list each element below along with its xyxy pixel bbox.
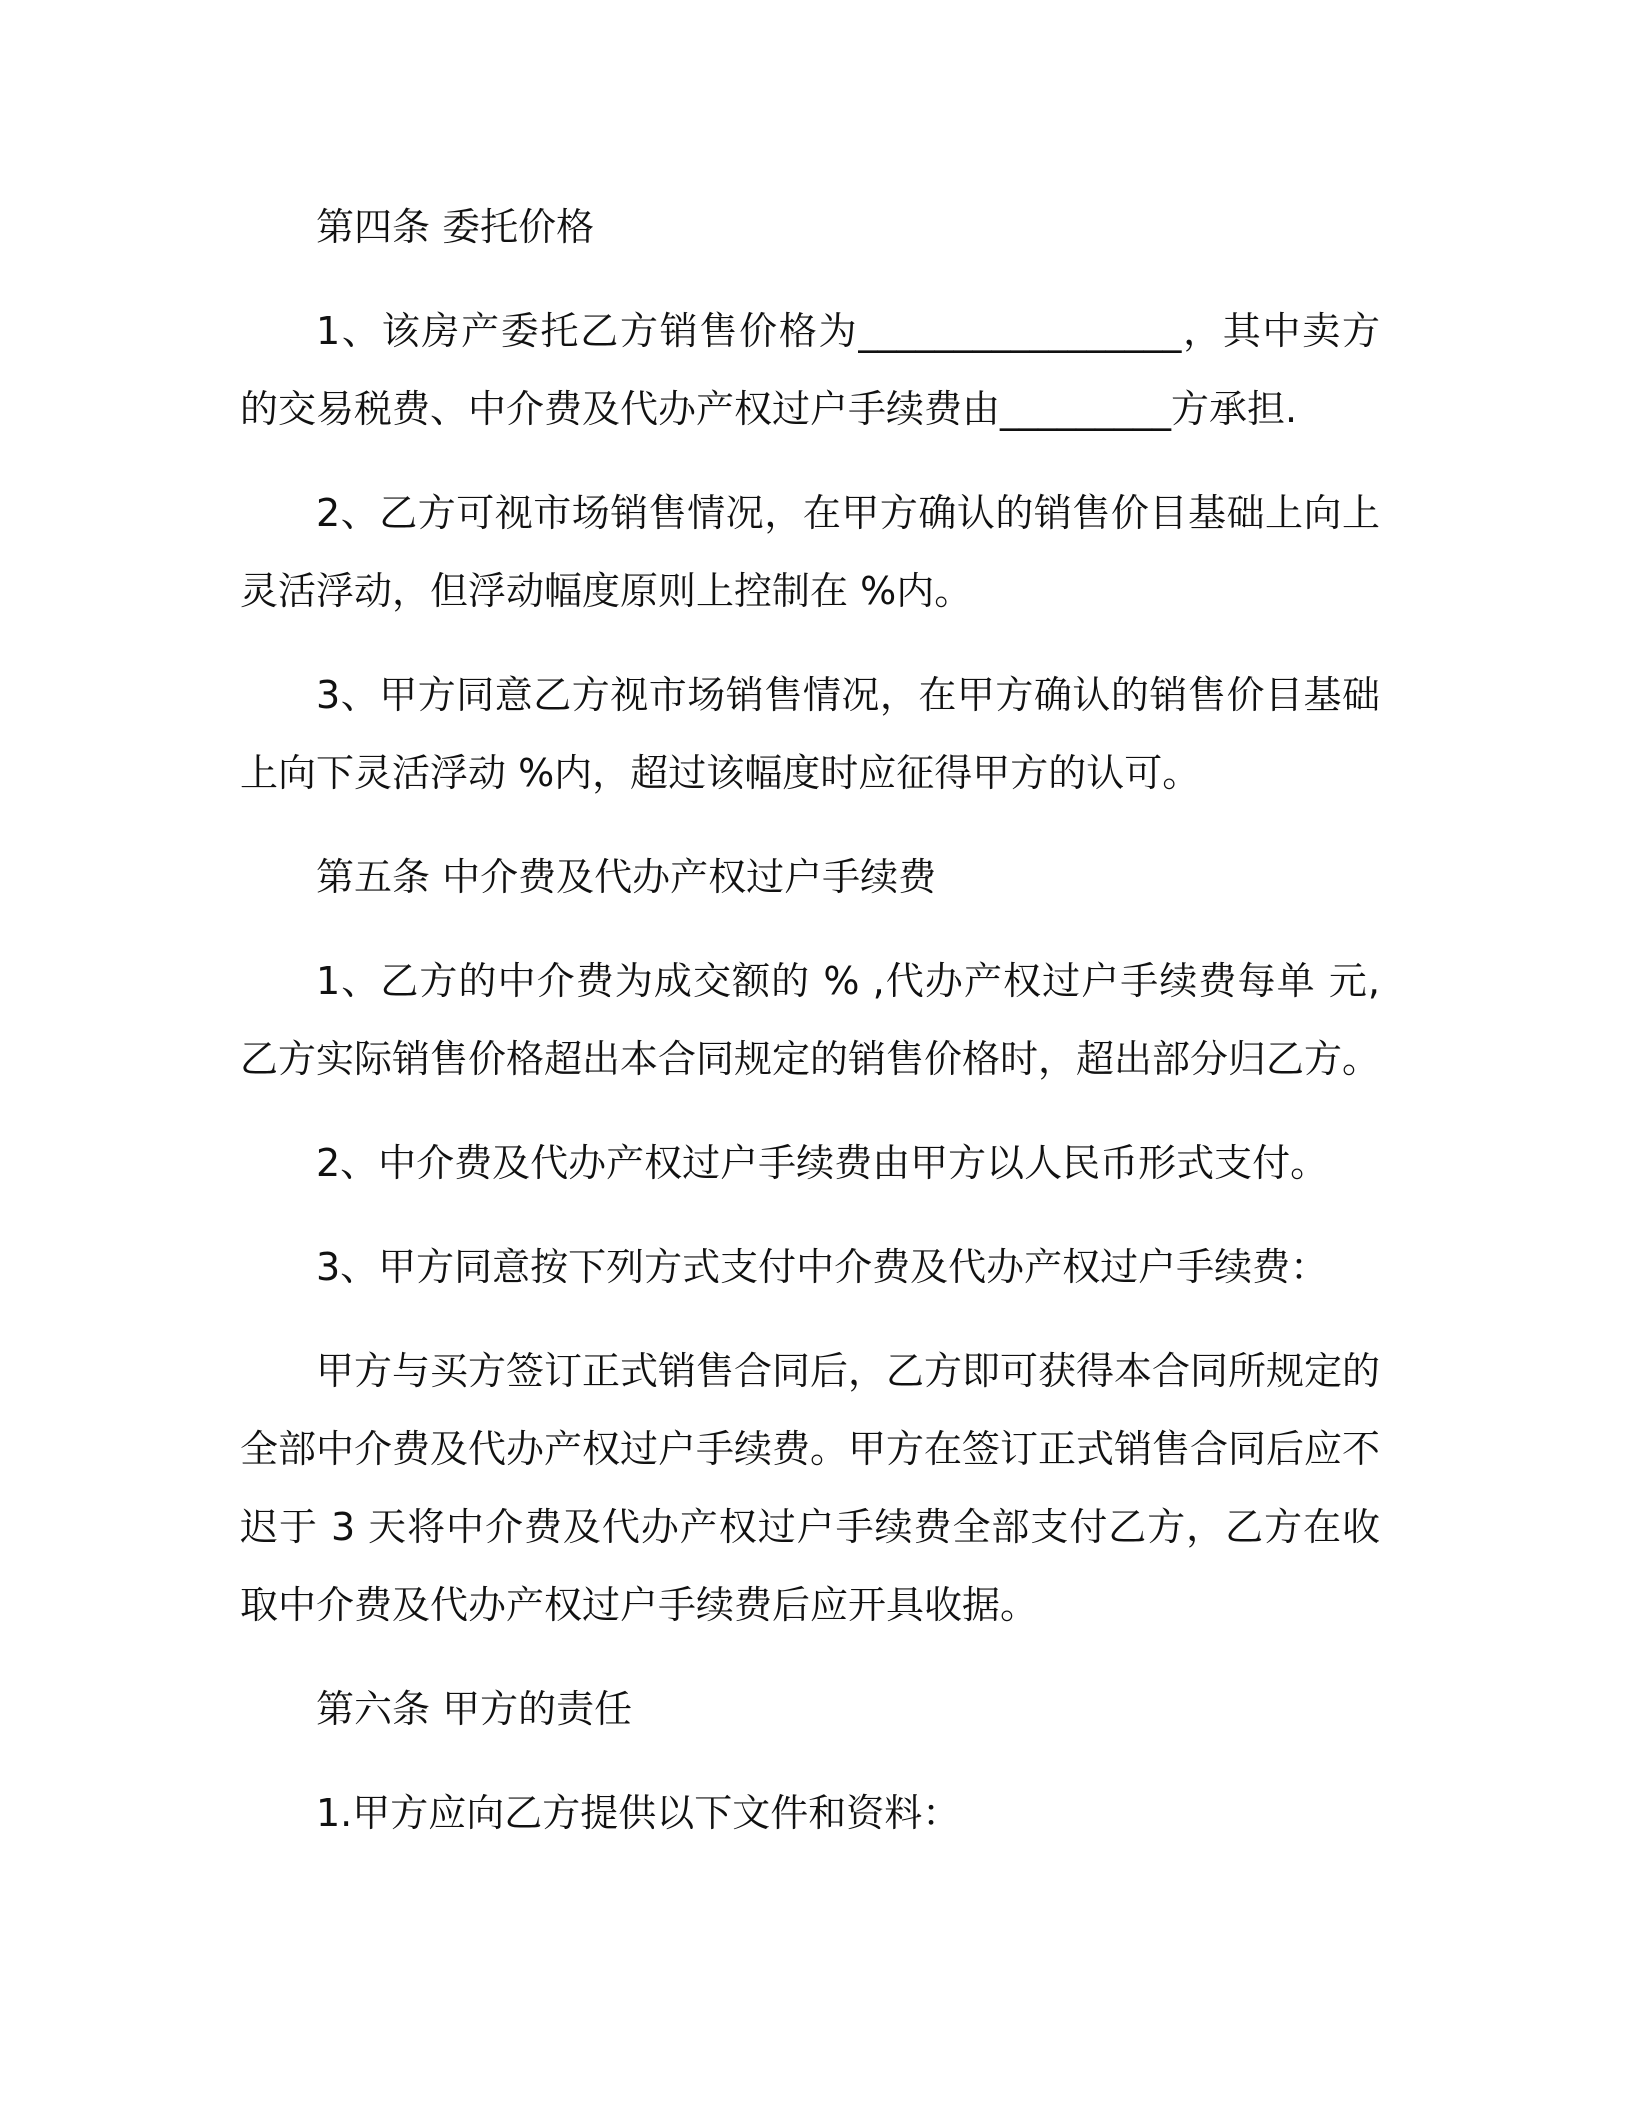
article-5-clause-1: 1、乙方的中介费为成交额的 % ,代办产权过户手续费每单 元,乙方实际销售价格超出本合同规定的销售价格时，超出部分归乙方。	[240, 959, 1381, 1081]
article-5-payment-terms: 甲方与买方签订正式销售合同后，乙方即可获得本合同所规定的全部中介费及代办产权过户手续费。甲方在签订正式销售合同后应不迟于 3 天将中介费及代办产权过户手续费全部支付乙方，乙方在收取中介费及代办产权过户手续费后应开具收据。	[240, 1349, 1381, 1627]
document-body	[240, 188, 1380, 1878]
article-6-heading: 第六条 甲方的责任	[316, 1687, 633, 1731]
article-5-heading: 第五条 中介费及代办产权过户手续费	[316, 855, 937, 899]
article-4-clause-2: 2、乙方可视市场销售情况，在甲方确认的销售价目基础上向上灵活浮动，但浮动幅度原则上控制在 %内。	[240, 491, 1380, 613]
article-4-clause-1: 1、该房产委托乙方销售价格为_________________，其中卖方的交易税费、中介费及代办产权过户手续费由_________方承担.	[240, 309, 1380, 431]
article-5-clause-2: 2、中介费及代办产权过户手续费由甲方以人民币形式支付。	[316, 1141, 1329, 1185]
article-5-clause-3: 3、甲方同意按下列方式支付中介费及代办产权过户手续费：	[316, 1245, 1329, 1289]
article-6-clause-1: 1.甲方应向乙方提供以下文件和资料：	[316, 1791, 961, 1835]
article-4-clause-3: 3、甲方同意乙方视市场销售情况，在甲方确认的销售价目基础上向下灵活浮动 %内，超过该幅度时应征得甲方的认可。	[240, 673, 1380, 795]
article-4-heading: 第四条 委托价格	[316, 205, 595, 249]
